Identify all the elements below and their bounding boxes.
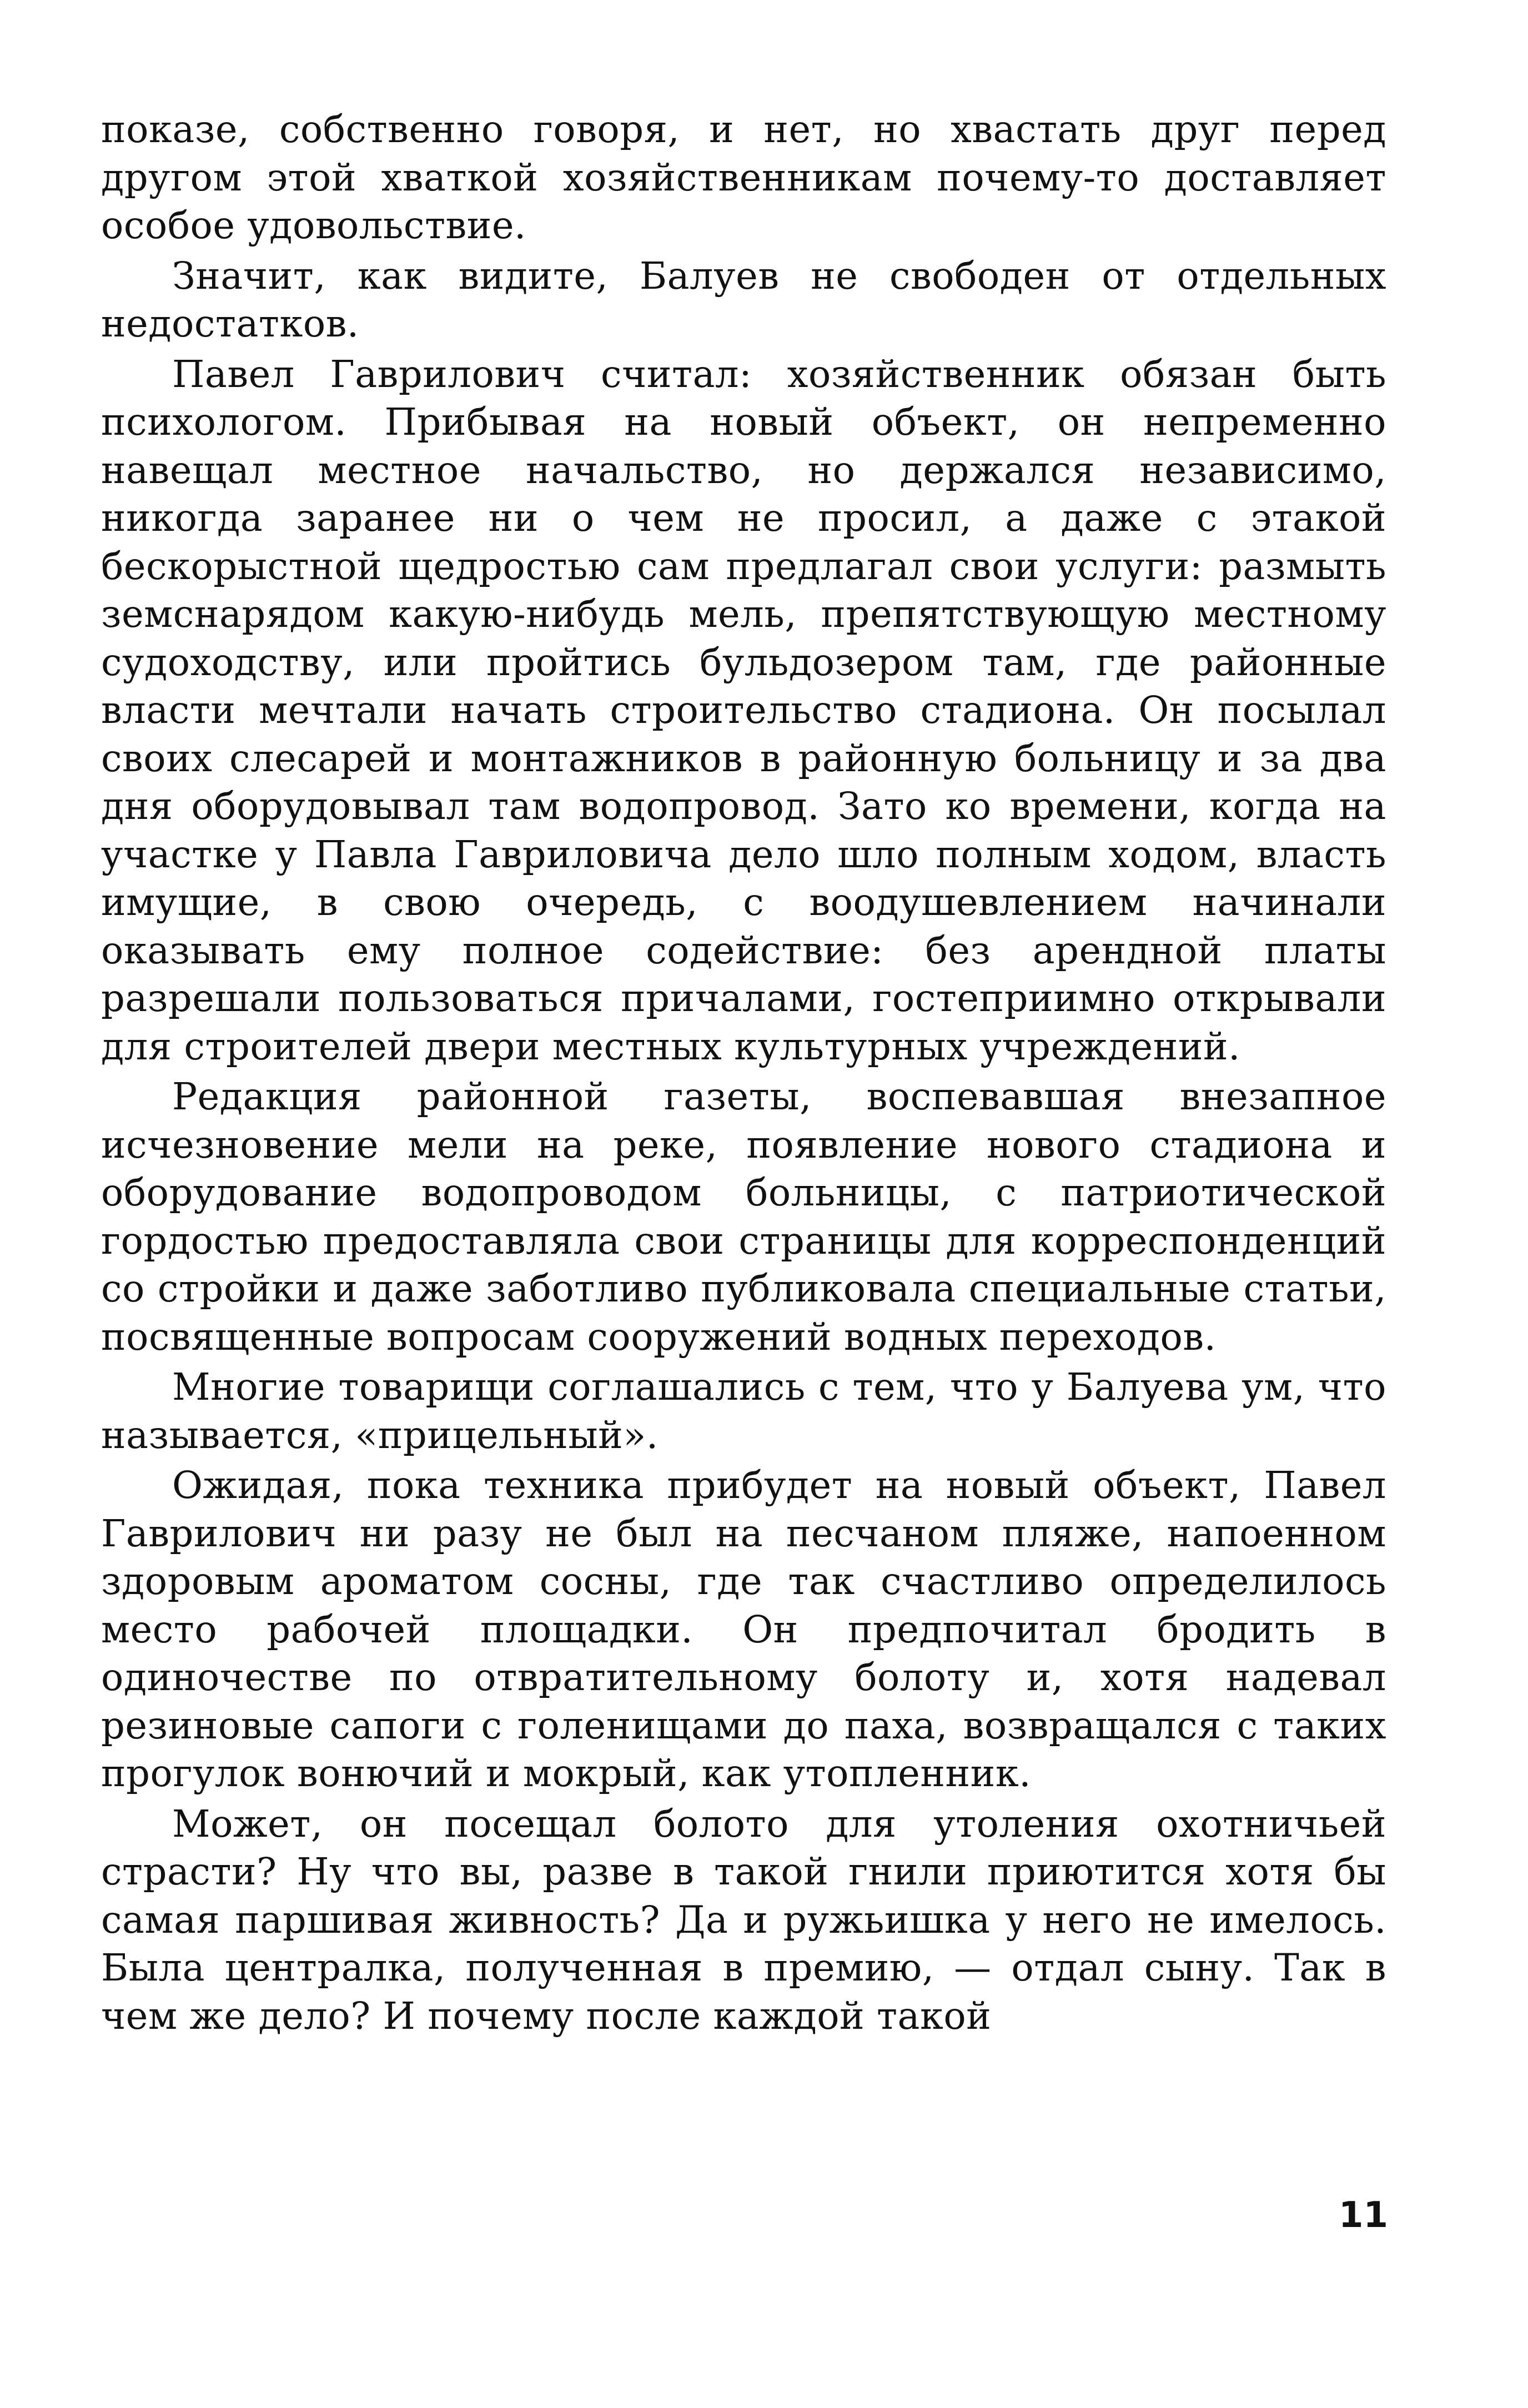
paragraph: Многие товарищи соглашались с тем, что у Балуева ум, что называется, «прицельный». <box>101 1365 1386 1457</box>
paragraph: Значит, как видите, Балуев не свободен от отдельных недостатков. <box>101 254 1386 345</box>
body-text <box>101 105 1386 2040</box>
paragraph: Может, он посещал болото для утоления охотничьей страсти? Ну что вы, разве в такой гнили приютится хотя бы самая паршивая живность? Да и ружьишка у него не имелось. Была централка, полученная в премию, — отдал сыну. Так в чем же дело? И почему после каждой такой <box>101 1802 1386 2038</box>
paragraph: Ожидая, пока техника прибудет на новый объект, Павел Гаврилович ни разу не был на песчаном пляже, напоенном здоровым ароматом сосны, где так счастливо определилось место рабочей площадки. Он предпочитал бродить в одиночестве по отвратительному болоту и, хотя надевал резиновые сапоги с голенищами до паха, возвращался с таких прогулок вонючий и мокрый, как утопленник. <box>101 1464 1386 1795</box>
page-number: 11 <box>1338 2195 1388 2236</box>
paragraph: Павел Гаврилович считал: хозяйственник обязан быть психологом. Прибывая на новый объект, он непременно навещал местное начальство, но держался независимо, никогда заранее ни о чем не просил, а даже с этакой бескорыстной щедростью сам предлагал свои услуги: размыть земснарядом какую-нибудь мель, препятствующую местному судоходству, или пройтись бульдозером там, где районные власти мечтали начать строительство стадиона. Он посылал своих слесарей и монтажников в районную больницу и за два дня оборудовывал там водопровод. Зато ко времени, когда на участке у Павла Гавриловича дело шло полным ходом, власть имущие, в свою очередь, с воодушевлением начинали оказывать ему полное содействие: без арендной платы разрешали пользоваться причалами, гостеприимно открывали для строителей двери местных культурных учреждений. <box>101 352 1386 1068</box>
paragraph: Редакция районной газеты, воспевавшая внезапное исчезновение мели на реке, появление нового стадиона и оборудование водопроводом больницы, с патриотической гордостью предоставляла свои страницы для корреспонденций со стройки и даже заботливо публиковала специальные статьи, посвященные вопросам сооружений водных переходов. <box>101 1075 1386 1359</box>
paragraph: показе, собственно говоря, и нет, но хвастать друг перед другом этой хваткой хозяйственникам почему-то доставляет особое удовольствие. <box>101 108 1386 247</box>
